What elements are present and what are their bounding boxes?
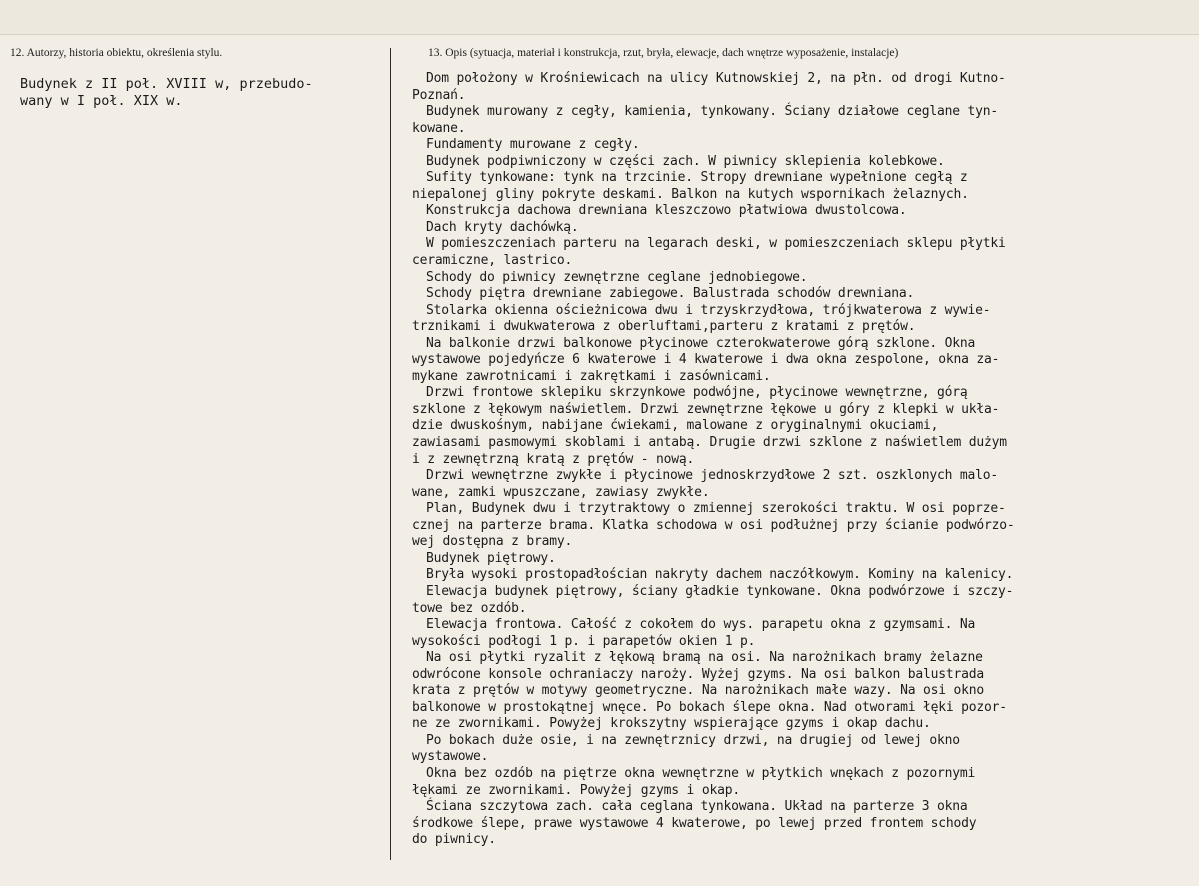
text-line: Sufity tynkowane: tynk na trzcinie. Stropy drewniane wypełnione cegłą z xyxy=(426,170,968,186)
column-divider xyxy=(390,48,391,860)
text-line: wystawowe. xyxy=(412,749,489,765)
text-line: Elewacja frontowa. Całość z cokołem do wys. parapetu okna z gzymsami. Na xyxy=(426,617,976,633)
text-line: Stolarka okienna ościeżnicowa dwu i trzyskrzydłowa, trójkwaterowa z wywie- xyxy=(426,302,991,318)
text-line: wysokości podłogi 1 p. i parapetów okien 1 p. xyxy=(412,633,756,649)
text-line: Bryła wysoki prostopadłościan nakryty dachem naczółkowym. Kominy na kalenicy. xyxy=(426,567,1014,583)
text-line: Ściana szczytowa zach. cała ceglana tynkowana. Układ na parterze 3 okna xyxy=(426,799,968,815)
text-line: łękami ze zwornikami. Powyżej gzyms i okap. xyxy=(412,782,740,798)
text-line: Drzwi frontowe sklepiku skrzynkowe podwójne, płycinowe wewnętrzne, górą xyxy=(426,385,968,401)
text-line: ne ze zwornikami. Powyżej krokszytny wspierające gzyms i okap dachu. xyxy=(412,716,931,732)
text-line: środkowe ślepe, prawe wystawowe 4 kwaterowe, po lewej przed frontem schody xyxy=(412,815,977,831)
text-line: ceramiczne, lastrico. xyxy=(412,253,573,269)
authors-history-text xyxy=(20,76,382,110)
text-line: wej dostępna z bramy. xyxy=(412,534,573,550)
text-line: i z zewnętrzną kratą z prętów - nową. xyxy=(412,451,695,467)
text-line: Budynek piętrowy. xyxy=(426,550,556,566)
text-line: Poznań. xyxy=(412,87,466,103)
description-text xyxy=(412,71,1197,849)
text-line: Na balkonie drzwi balkonowe płycinowe czterokwaterowe górą szklone. Okna xyxy=(426,335,976,351)
text-line: Po bokach duże osie, i na zewnętrznicy drzwi, na drugiej od lewej okno xyxy=(426,732,960,748)
text-line: Fundamenty murowane z cegły. xyxy=(426,137,640,153)
text-line: wany w I poł. XIX w. xyxy=(20,93,183,109)
section-12-header: 12. Autorzy, historia obiektu, określenia stylu. xyxy=(10,47,223,59)
text-line: Okna bez ozdób na piętrze okna wewnętrzne w płytkich wnękach z pozornymi xyxy=(426,765,976,781)
text-line: niepalonej gliny pokryte deskami. Balkon na kutych wspornikach żelaznych. xyxy=(412,186,969,202)
text-line: Budynek z II poł. XVIII w, przebudo- xyxy=(20,76,313,92)
text-line: Drzwi wewnętrzne zwykłe i płycinowe jednoskrzydłowe 2 szt. oszklonych malo- xyxy=(426,468,998,484)
text-line: Budynek podpiwniczony w części zach. W piwnicy sklepienia kolebkowe. xyxy=(426,153,945,169)
text-line: W pomieszczeniach parteru na legarach deski, w pomieszczeniach sklepu płytki xyxy=(426,236,1006,252)
text-line: odwrócone konsole ochraniaczy naroży. Wyżej gzyms. Na osi balkon balustrada xyxy=(412,666,984,682)
text-line: Dom położony w Krośniewicach na ulicy Kutnowskiej 2, na płn. od drogi Kutno- xyxy=(426,71,1006,86)
text-line: cznej na parterze brama. Klatka schodowa w osi podłużnej przy ścianie podwórzo- xyxy=(412,517,1015,533)
section-13-header: 13. Opis (sytuacja, materiał i konstrukcja, rzut, bryła, elewacje, dach wnętrze wyposażenie, instalacje) xyxy=(428,47,899,59)
text-line: wane, zamki wpuszczane, zawiasy zwykłe. xyxy=(412,484,710,500)
text-line: Konstrukcja dachowa drewniana kleszczowo płatwiowa dwustolcowa. xyxy=(426,203,907,219)
text-line: krata z prętów w motywy geometryczne. Na narożnikach małe wazy. Na osi okno xyxy=(412,683,984,699)
text-line: Elewacja budynek piętrowy, ściany gładkie tynkowane. Okna podwórzowe i szczy- xyxy=(426,583,1014,599)
text-line: towe bez ozdób. xyxy=(412,600,527,616)
text-line: do piwnicy. xyxy=(412,832,496,848)
text-line: szklone z łękowym naświetlem. Drzwi zewnętrzne łękowe u góry z klepki w ukła- xyxy=(412,401,1000,417)
page-top-margin xyxy=(0,0,1199,35)
text-line: kowane. xyxy=(412,120,466,136)
text-line: Schody do piwnicy zewnętrzne ceglane jednobiegowe. xyxy=(426,269,808,285)
text-line: wystawowe pojedyńcze 6 kwaterowe i 4 kwaterowe i dwa okna zespolone, okna za- xyxy=(412,352,1000,368)
text-line: Budynek murowany z cegły, kamienia, tynkowany. Ściany działowe ceglane tyn- xyxy=(426,104,998,120)
text-line: trznikami i dwukwaterowa z oberluftami,parteru z kratami z prętów. xyxy=(412,319,916,335)
text-line: balkonowe w prostokątnej wnęce. Po bokach ślepe okna. Nad otworami łęki pozor- xyxy=(412,699,1007,715)
text-line: zawiasami pasmowymi skoblami i antabą. Drugie drzwi szklone z naświetlem dużym xyxy=(412,435,1007,451)
text-line: Dach kryty dachówką. xyxy=(426,219,579,235)
text-line: dzie dwuskośnym, nabijane ćwiekami, malowane z oryginalnymi okuciami, xyxy=(412,418,939,434)
text-line: mykane zawrotnicami i zakrętkami i zasównicami. xyxy=(412,368,771,384)
text-line: Na osi płytki ryzalit z łękową bramą na osi. Na narożnikach bramy żelazne xyxy=(426,650,983,666)
text-line: Schody piętra drewniane zabiegowe. Balustrada schodów drewniana. xyxy=(426,286,915,302)
text-line: Plan, Budynek dwu i trzytraktowy o zmiennej szerokości traktu. W osi poprze- xyxy=(426,501,1006,517)
